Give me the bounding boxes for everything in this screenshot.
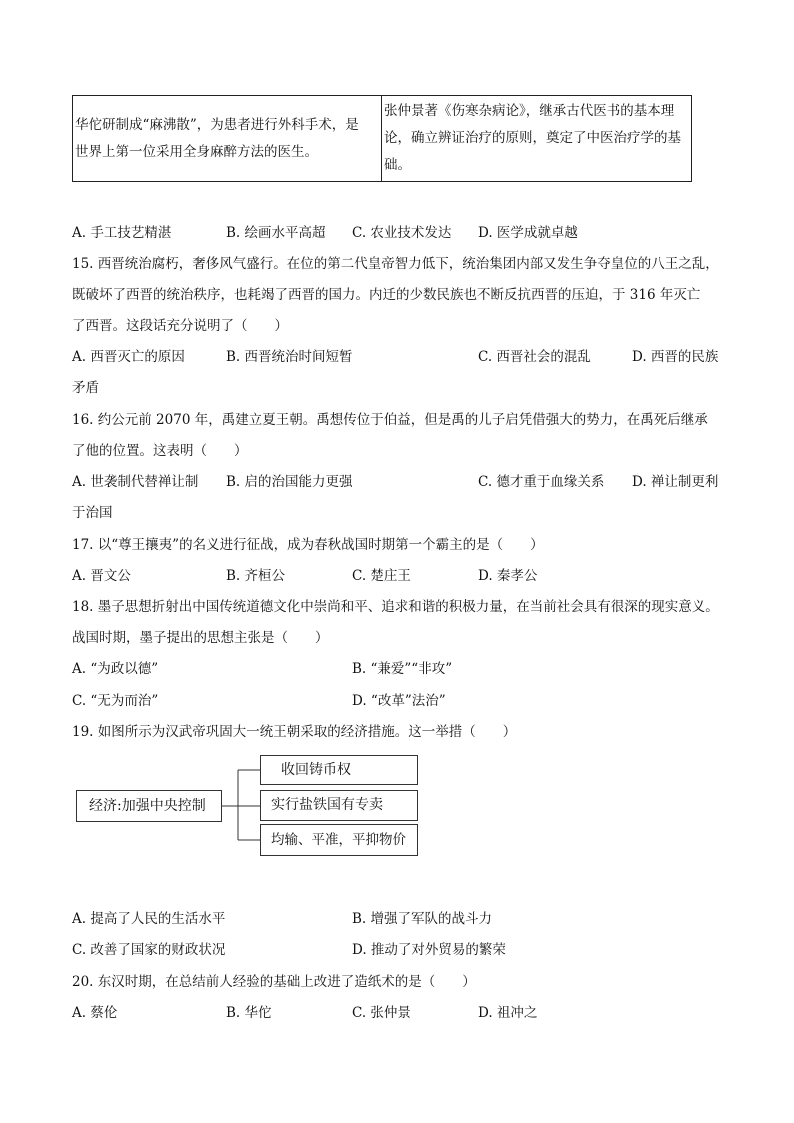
option: C. 楚庄王: [352, 568, 411, 584]
question-text: 15. 西晋统治腐朽，奢侈风气盛行。在位的第二代皇帝智力低下，统治集团内部又发生争夺皇位的八王之乱，: [72, 256, 719, 272]
option-wrap: 矛盾: [72, 380, 99, 396]
option: B. 增强了军队的战斗力: [352, 911, 493, 927]
question-text: 20. 东汉时期，在总结前人经验的基础上改进了造纸术的是（ ）: [72, 974, 476, 990]
question-text: 既破坏了西晋的统治秩序，也耗竭了西晋的国力。内迁的少数民族也不断反抗西晋的压迫，于 316 年灭亡: [72, 287, 701, 303]
option: D. 推动了对外贸易的繁荣: [352, 942, 506, 958]
option: D. 祖冲之: [478, 1005, 538, 1021]
option: D. “改革”法治”: [352, 693, 446, 709]
option: D. 禅让制更利: [632, 474, 719, 490]
option: C. 改善了国家的财政状况: [72, 942, 226, 958]
diagram-branch-box: 收回铸币权: [260, 755, 418, 785]
option: B. 华佗: [226, 1005, 272, 1021]
option: C. 西晋社会的混乱: [478, 349, 591, 365]
option: A. 世袭制代替禅让制: [72, 474, 199, 490]
table-text: 张仲景著《伤寒杂病论》，继承古代医书的基本理: [384, 103, 675, 119]
option: A. 西晋灭亡的原因: [72, 349, 185, 365]
question-text: 16. 约公元前 2070 年，禹建立夏王朝。禹想传位于伯益，但是禹的儿子启凭借强大的势力，在禹死后继承: [72, 412, 708, 428]
option: C. 农业技术发达: [352, 225, 452, 241]
option: A. 手工技艺精湛: [72, 225, 172, 241]
diagram-root-box: 经济:加强中央控制: [76, 790, 222, 822]
option: C. 德才重于血缘关系: [478, 474, 605, 490]
table-text: 论，确立辨证治疗的原则，奠定了中医治疗学的基: [384, 130, 681, 146]
diagram-branch-box: 实行盐铁国有专卖: [260, 790, 418, 821]
option-wrap: 于治国: [72, 505, 113, 521]
table-text: 华佗研制成“麻沸散”，为患者进行外科手术，是: [75, 117, 359, 133]
option: D. 秦孝公: [478, 568, 538, 584]
option: B. 齐桓公: [226, 568, 286, 584]
question-text: 了西晋。这段话充分说明了（ ）: [72, 318, 288, 334]
question-text: 19. 如图所示为汉武帝巩固大一统王朝采取的经济措施。这一举措（ ）: [72, 724, 517, 740]
question-text: 了他的位置。这表明（ ）: [72, 443, 248, 459]
option: D. 医学成就卓越: [478, 225, 578, 241]
question-text: 17. 以“尊王攘夷”的名义进行征战，成为春秋战国时期第一个霸主的是（ ）: [72, 537, 544, 553]
option: A. “为政以德”: [72, 661, 159, 677]
diagram-branch-box: 均输、平准，平抑物价: [260, 824, 418, 856]
question-text: 18. 墨子思想折射出中国传统道德文化中崇尚和平、追求和谐的积极力量，在当前社会具有很深的现实意义。: [72, 599, 719, 615]
option: B. “兼爱”“非攻”: [352, 661, 453, 677]
option: C. 张仲景: [352, 1005, 411, 1021]
table-text: 世界上第一位采用全身麻醉方法的医生。: [75, 144, 318, 160]
table-text: 础。: [384, 157, 411, 173]
question-text: 战国时期，墨子提出的思想主张是（ ）: [72, 630, 329, 646]
option: A. 晋文公: [72, 568, 131, 584]
option: C. “无为而治”: [72, 693, 159, 709]
option: A. 提高了人民的生活水平: [72, 911, 226, 927]
option: D. 西晋的民族: [632, 349, 719, 365]
option: B. 绘画水平高超: [226, 225, 326, 241]
option: A. 蔡伦: [72, 1005, 118, 1021]
option: B. 西晋统治时间短暂: [226, 349, 353, 365]
option: B. 启的治国能力更强: [226, 474, 353, 490]
